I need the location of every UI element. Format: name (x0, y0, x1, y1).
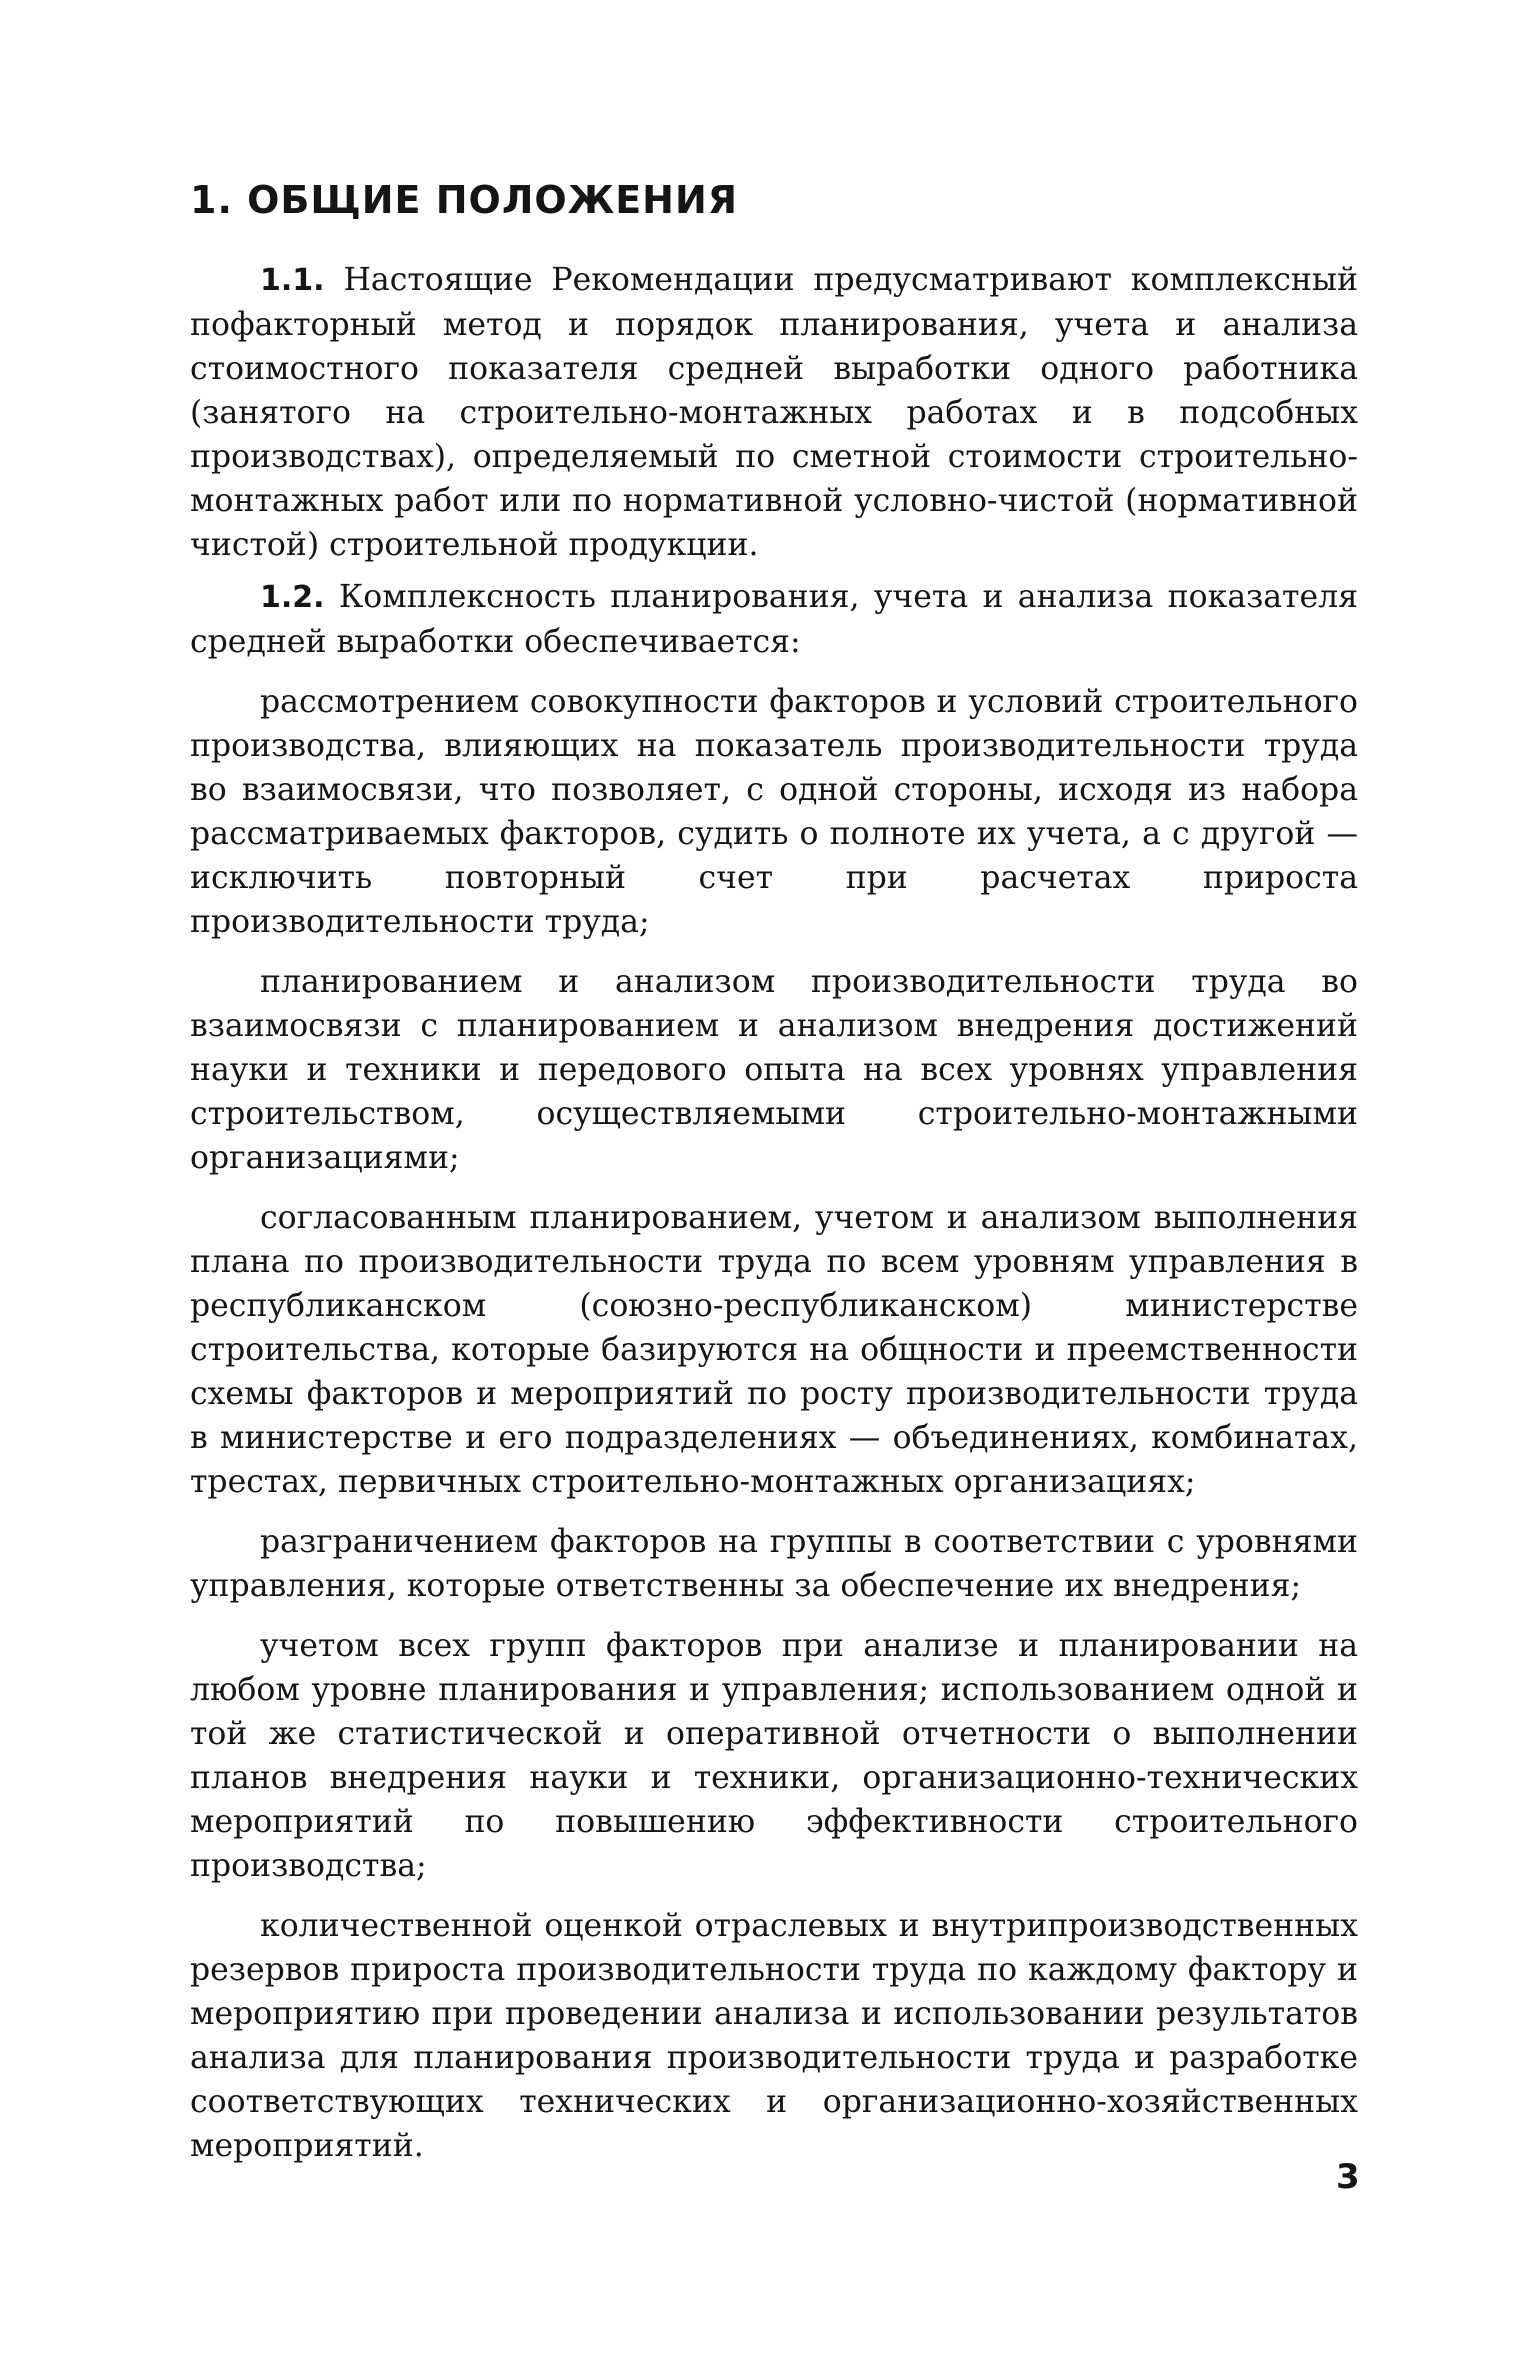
section-heading: 1. ОБЩИЕ ПОЛОЖЕНИЯ (190, 178, 739, 222)
list-item: рассмотрением совокупности факторов и условий строительного производства, влияющих на показатель производительности труда во взаимосвязи, что позволяет, с одной стороны, исходя из набора рассматриваемых факторов, судить о полноте их учета, а с другой — исключить повторный счет при расчетах прироста производительности труда; (190, 684, 1358, 940)
list-item: планированием и анализом производительности труда во взаимосвязи с планированием и анализом внедрения достижений науки и техники и передового опыта на всех уровнях управления строительством, осуществляемыми строительно-монтажными организациями; (190, 964, 1358, 1176)
paragraph-number: 1.2. (260, 580, 325, 615)
list-item: учетом всех групп факторов при анализе и планировании на любом уровне планирования и управления; использованием одной и той же статистической и оперативной отчетности о выполнении планов внедрения науки и техники, организационно-технических мероприятий по повышению эффективности строительного производства; (190, 1628, 1358, 1884)
page-number: 3 (1336, 2157, 1360, 2197)
paragraph-1-2 (190, 575, 1358, 664)
list-item: разграничением факторов на группы в соответствии с уровнями управления, которые ответственны за обеспечение их внедрения; (190, 1524, 1358, 1604)
list-item: количественной оценкой отраслевых и внутрипроизводственных резервов прироста производительности труда по каждому фактору и мероприятию при проведении анализа и использовании результатов анализа для планирования производительности труда и разработке соответствующих технических и организационно-хозяйственных мероприятий. (190, 1908, 1358, 2164)
paragraph-1-1 (190, 258, 1358, 567)
paragraph-text: Комплексность планирования, учета и анализа показателя средней выработки обеспечивается: (190, 579, 1359, 660)
paragraph-number: 1.1. (260, 263, 325, 298)
section-body (190, 258, 1358, 2184)
paragraph-text: Настоящие Рекомендации предусматривают комплексный пофакторный метод и порядок планирования, учета и анализа стоимостного показателя средней выработки одного работника (занятого на строительно-монтажных работах и в подсобных производствах), определяемый по сметной стоимости строительно-монтажных работ или по нормативной условно-чистой (нормативной чистой) строительной продукции. (190, 262, 1358, 563)
list-item: согласованным планированием, учетом и анализом выполнения плана по производительности труда по всем уровням управления в республиканском (союзно-республиканском) министерстве строительства, которые базируются на общности и преемственности схемы факторов и мероприятий по росту производительности труда в министерстве и его подразделениях — объединениях, комбинатах, трестах, первичных строительно-монтажных организациях; (190, 1200, 1358, 1500)
